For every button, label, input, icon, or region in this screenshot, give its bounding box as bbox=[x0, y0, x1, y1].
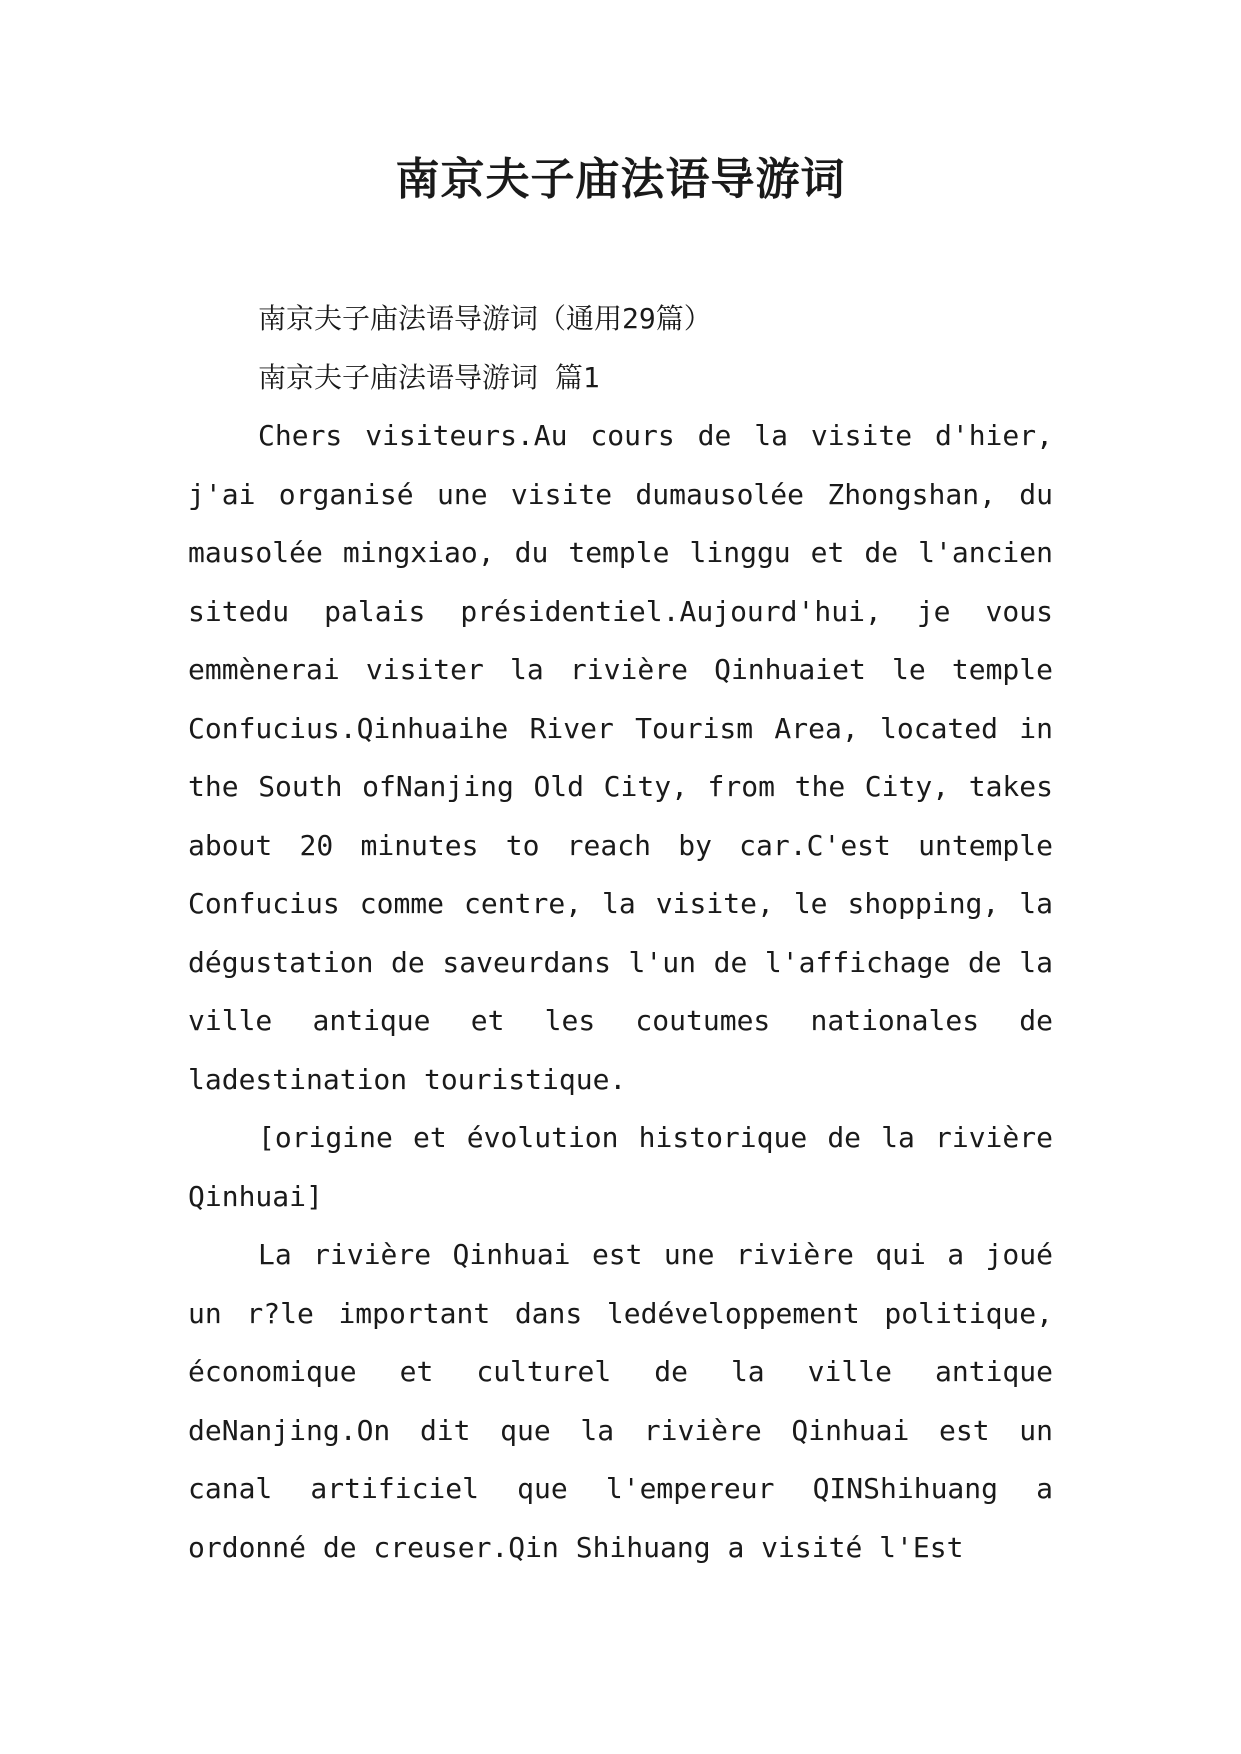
paragraph: Chers visiteurs.Au cours de la visite d'hier, j'ai organisé une visite dumausolée Zhongshan, du mausolée mingxiao, du temple linggu et de l'ancien sitedu palais présidentiel.Aujourd'hui, je vous emmènerai visiter la rivière Qinhuaiet le temple Confucius.Qinhuaihe River Tourism Area, located in the South ofNanjing Old City, from the City, takes about 20 minutes to reach by car.C'est untemple Confucius comme centre, la visite, le shopping, la dégustation de saveurdans l'un de l'affichage de la ville antique et les coutumes nationales de ladestination touristique. bbox=[188, 419, 1053, 1096]
paragraph: La rivière Qinhuai est une rivière qui a joué un r?le important dans ledéveloppement politique, économique et culturel de la ville antique deNanjing.On dit que la rivière Qinhuai est un canal artificiel que l'empereur QINShihuang a ordonné de creuser.Qin Shihuang a visité l'Est bbox=[188, 1238, 1053, 1564]
paragraph: [origine et évolution historique de la rivière Qinhuai] bbox=[188, 1121, 1053, 1213]
document-body bbox=[188, 290, 1053, 1577]
document-subtitle: 南京夫子庙法语导游词（通用29篇） bbox=[258, 302, 712, 335]
section-heading: 南京夫子庙法语导游词 篇1 bbox=[258, 360, 600, 394]
document-title: 南京夫子庙法语导游词 bbox=[395, 154, 846, 205]
